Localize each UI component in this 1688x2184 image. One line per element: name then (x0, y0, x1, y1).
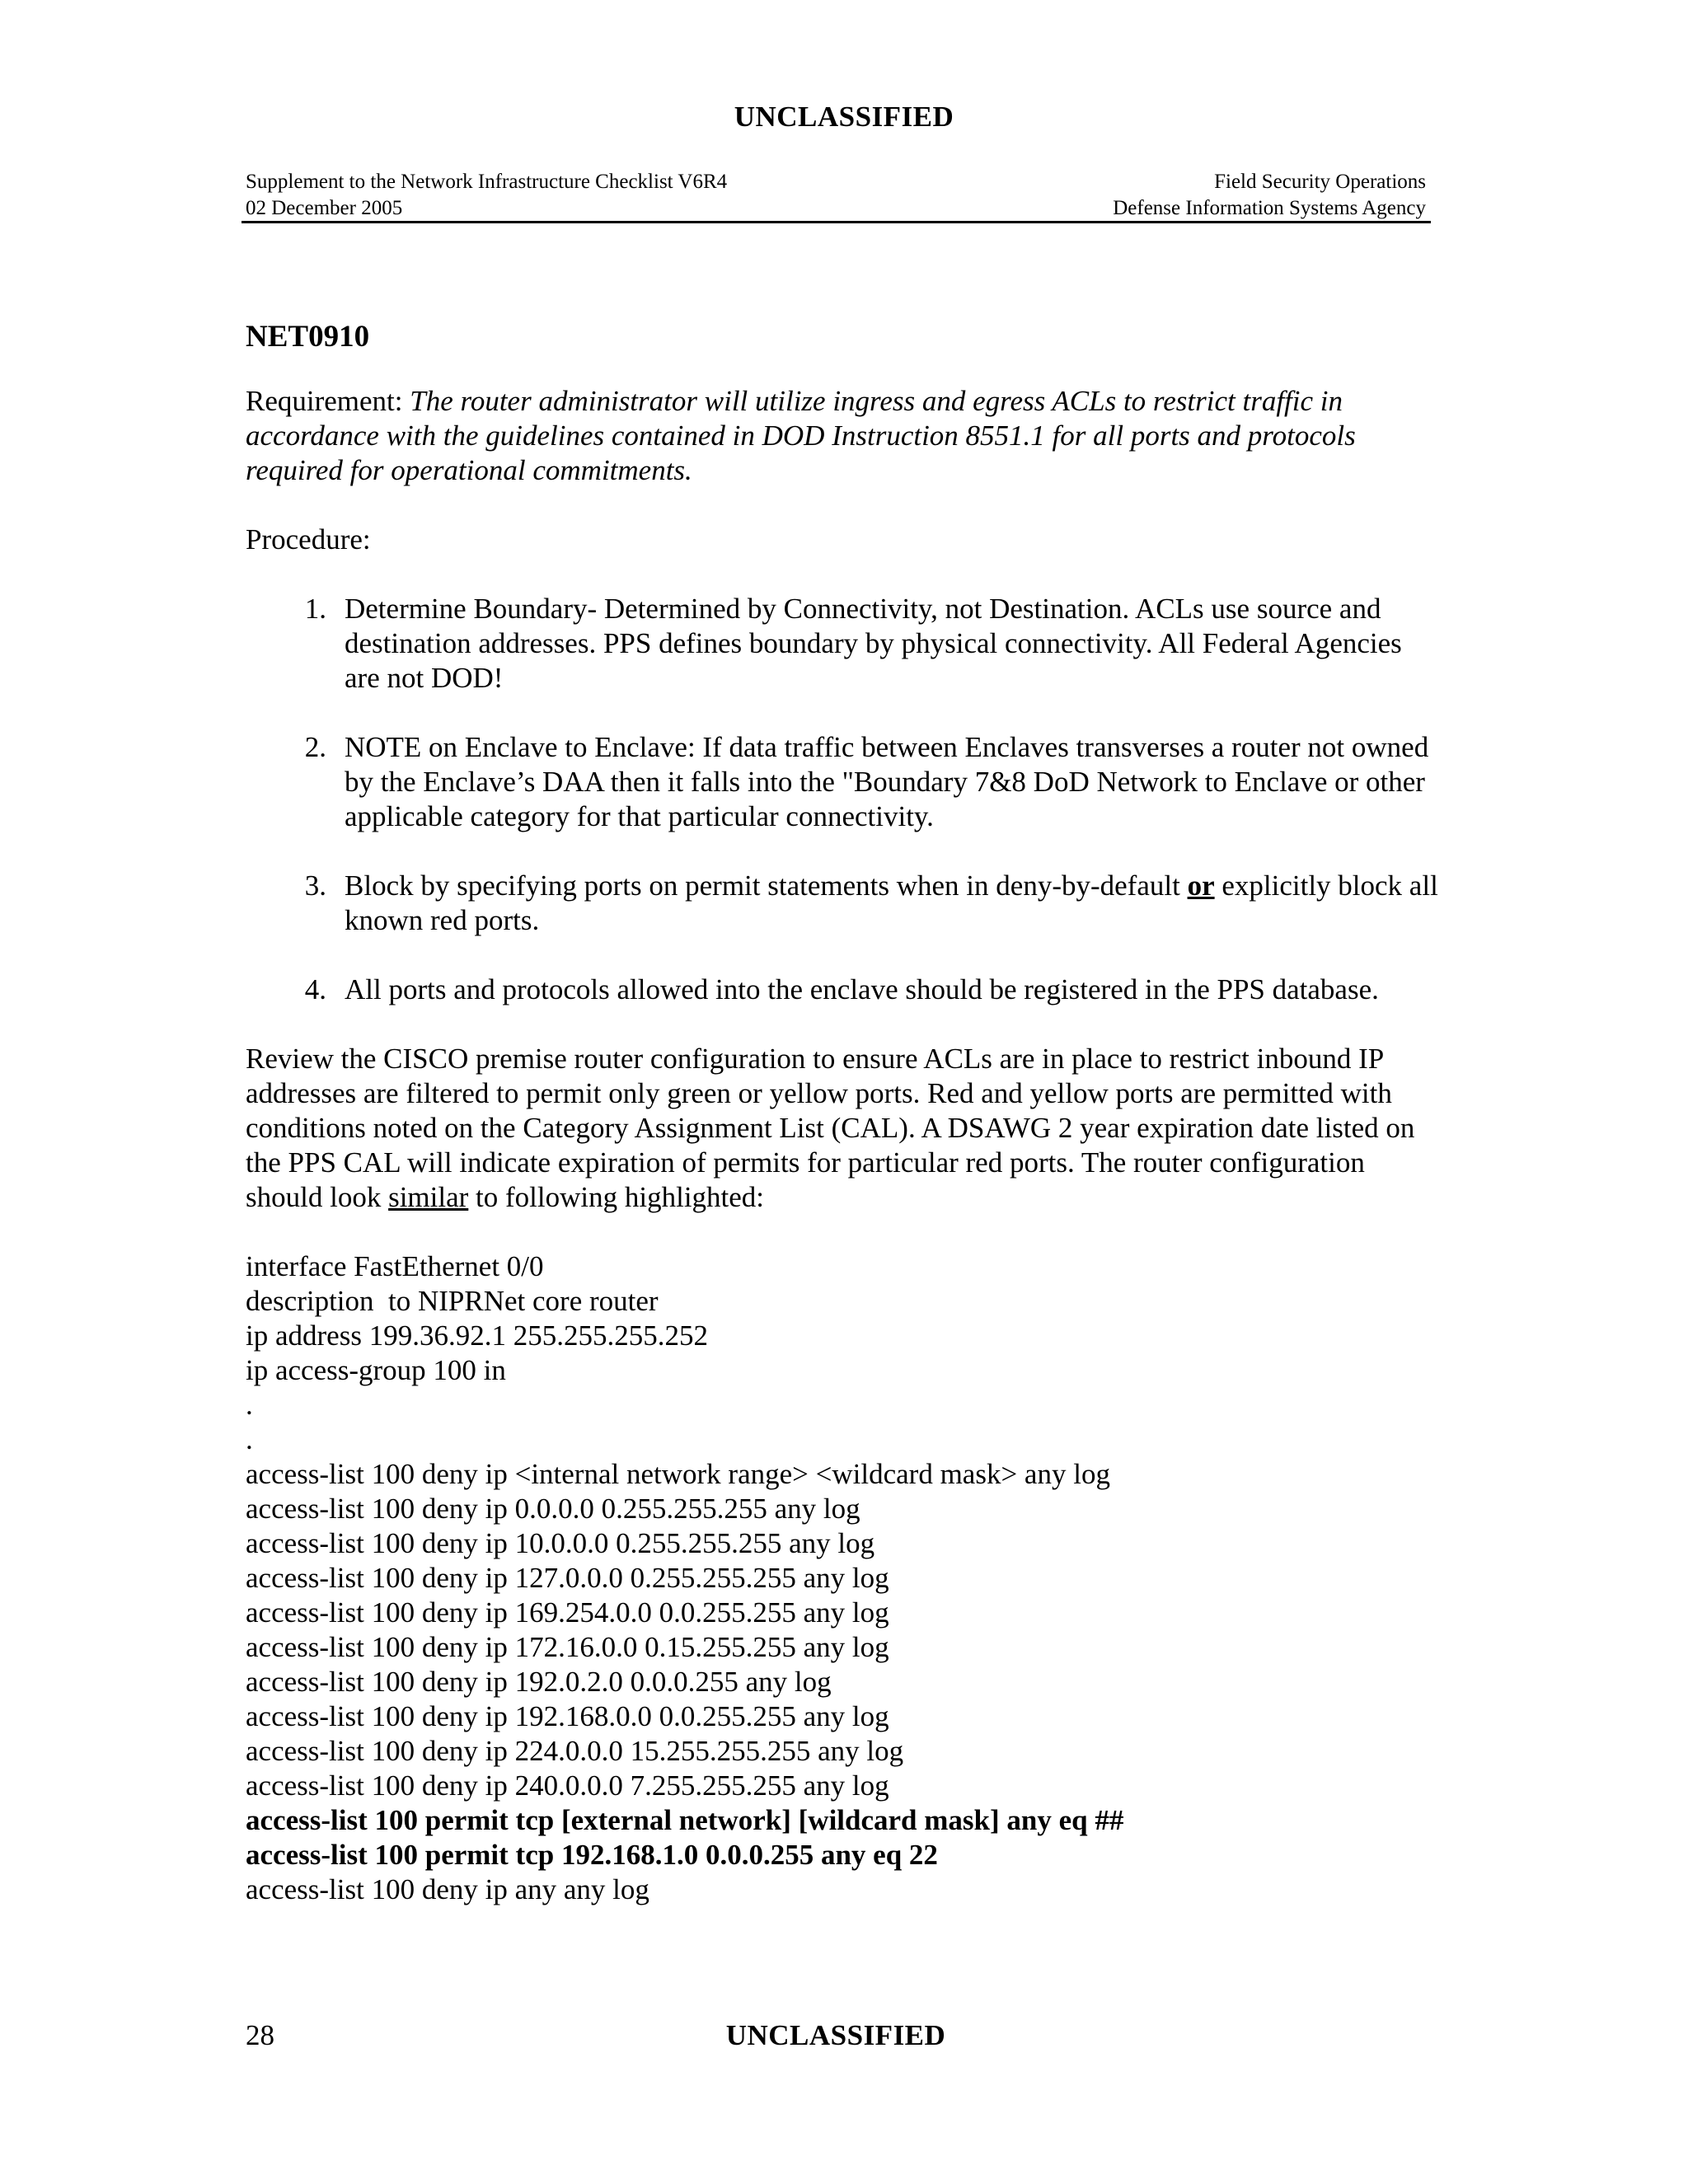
step-number: 4. (304, 973, 326, 1005)
header-agency: Defense Information Systems Agency (1113, 197, 1426, 219)
config-line: ip address 199.36.92.1 255.255.255.252 (246, 1319, 708, 1352)
classification-banner-bottom: UNCLASSIFIED (725, 2019, 946, 2051)
config-line: access-list 100 deny ip 192.0.2.0 0.0.0.255 any log (246, 1666, 832, 1698)
config-line: access-list 100 deny ip 0.0.0.0 0.255.255.255 any log (246, 1493, 860, 1525)
classification-banner-top: UNCLASSIFIED (734, 101, 954, 133)
config-line: access-list 100 deny ip any any log (246, 1873, 649, 1905)
header-date: 02 December 2005 (246, 197, 403, 219)
config-line: access-list 100 deny ip <internal network range> <wildcard mask> any log (246, 1458, 1110, 1490)
requirement-text: The router administrator will utilize ingress and egress ACLs to restrict traffic in accordance with the guidelines contained in DOD Instruction 8551.1 for all ports and protocols required for operational commitments. (246, 385, 1356, 486)
config-line: access-list 100 deny ip 172.16.0.0 0.15.255.255 any log (246, 1631, 889, 1663)
step-text (345, 869, 1441, 938)
review-text-end: to following highlighted: (468, 1181, 765, 1213)
header-document-title: Supplement to the Network Infrastructure Checklist V6R4 (246, 171, 728, 193)
config-line: interface FastEthernet 0/0 (246, 1250, 544, 1282)
config-line: access-list 100 permit tcp [external network] [wildcard mask] any eq ## (246, 1804, 1124, 1836)
step-text: NOTE on Enclave to Enclave: If data traffic between Enclaves transverses a router not owned by the Enclave’s DAA then it falls into the "Boundary 7&8 DoD Network to Enclave or other applicable category for that particular connectivity. (345, 731, 1429, 832)
config-line: description to NIPRNet core router (246, 1285, 659, 1317)
step-text: Determine Boundary- Determined by Connectivity, not Destination. ACLs use source and destination addresses. PPS defines boundary by physical connectivity. All Federal Agencies are not DOD! (345, 593, 1402, 694)
requirement-paragraph (246, 384, 1441, 488)
config-line: access-list 100 deny ip 224.0.0.0 15.255.255.255 any log (246, 1735, 904, 1767)
step-number: 3. (304, 869, 326, 902)
page-number: 28 (246, 2019, 274, 2051)
procedure-label: Procedure: (246, 523, 371, 555)
procedure-step (246, 730, 1441, 834)
step-text: All ports and protocols allowed into the enclave should be registered in the PPS database. (345, 973, 1379, 1005)
page-header (246, 169, 1426, 222)
procedure-step (246, 972, 1441, 1007)
procedure-step (246, 592, 1441, 696)
router-config-block (246, 1249, 1441, 1907)
header-divider (241, 221, 1431, 223)
step-text-part: explicitly block all known red ports. (345, 869, 1438, 936)
config-line: access-list 100 deny ip 240.0.0.0 7.255.255.255 any log (246, 1769, 889, 1802)
header-row-2 (246, 195, 1426, 222)
step-number: 1. (304, 593, 326, 625)
review-text: Review the CISCO premise router configuration to ensure ACLs are in place to restrict inbound IP addresses are filtered to permit only green or yellow ports. Red and yellow ports are permitted with conditions noted on the Category Assignment List (CAL). A DSAWG 2 year expiration date listed on the PPS CAL will indicate expiration of permits for particular red ports. The router configuration should look (246, 1043, 1415, 1213)
step-number: 2. (304, 731, 326, 763)
procedure-step (246, 869, 1441, 938)
config-line: . (246, 1389, 253, 1421)
config-line: access-list 100 deny ip 169.254.0.0 0.0.255.255 any log (246, 1596, 889, 1629)
check-id-heading: NET0910 (246, 320, 370, 354)
page-content (246, 320, 1441, 1907)
config-line: . (246, 1423, 253, 1455)
config-line: access-list 100 permit tcp 192.168.1.0 0.0.0.255 any eq 22 (246, 1839, 938, 1871)
config-line: access-list 100 deny ip 192.168.0.0 0.0.255.255 any log (246, 1700, 889, 1732)
step-emphasis: or (1187, 869, 1215, 902)
procedure-steps (246, 592, 1441, 1007)
header-row-1 (246, 169, 1426, 195)
requirement-label: Requirement: (246, 385, 410, 417)
header-organization: Field Security Operations (1214, 171, 1426, 193)
config-line: access-list 100 deny ip 10.0.0.0 0.255.255.255 any log (246, 1527, 875, 1559)
config-line: access-list 100 deny ip 127.0.0.0 0.255.255.255 any log (246, 1562, 889, 1594)
config-line: ip access-group 100 in (246, 1354, 506, 1386)
review-paragraph (246, 1042, 1441, 1215)
review-underlined-word: similar (388, 1181, 469, 1213)
step-text-part: Block by specifying ports on permit statements when in deny-by-default (345, 869, 1188, 902)
